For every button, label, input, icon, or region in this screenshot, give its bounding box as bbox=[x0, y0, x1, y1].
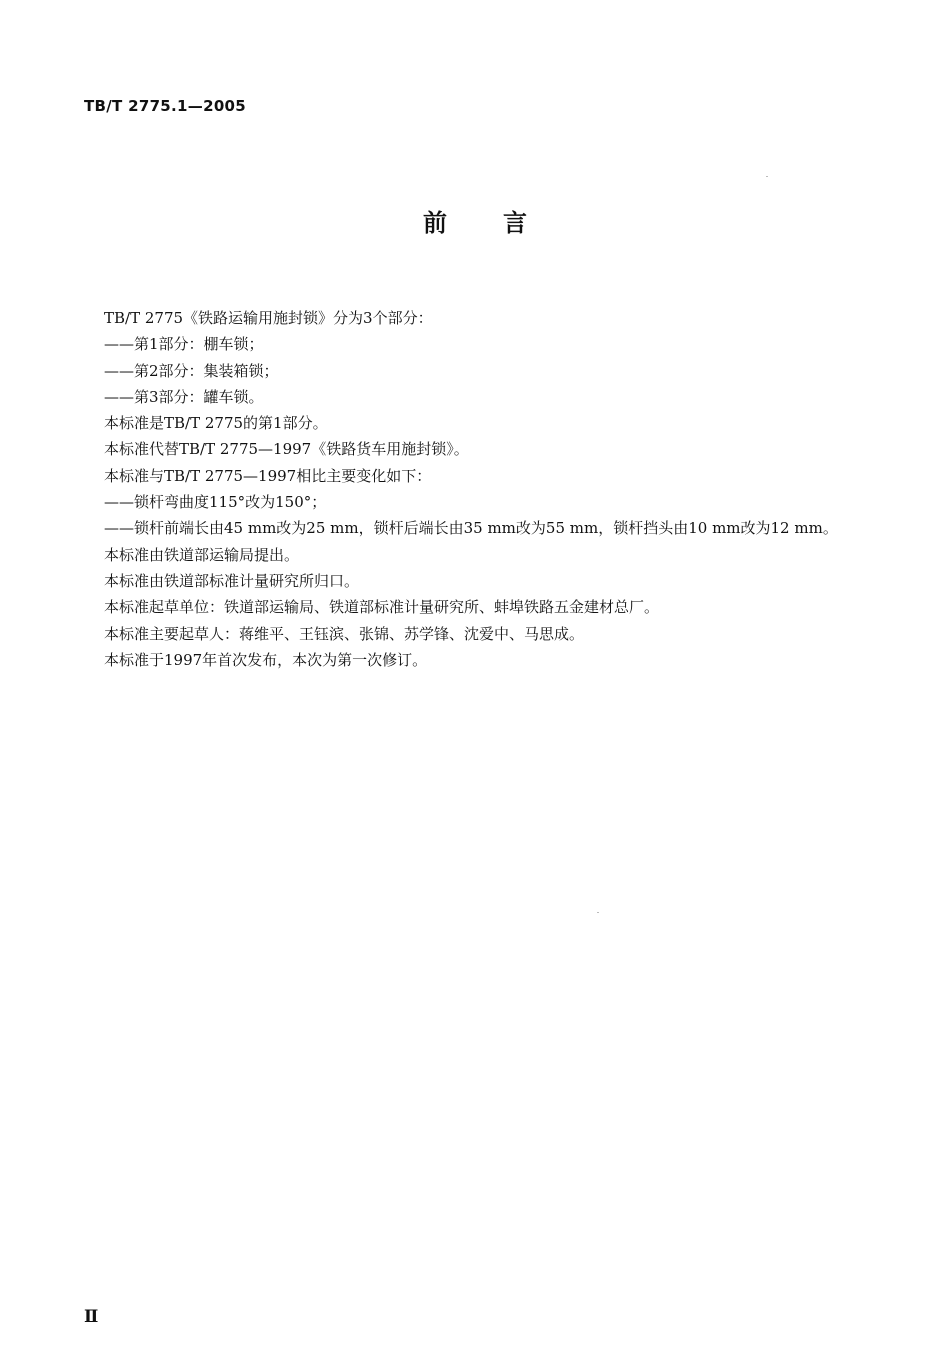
paragraph-proposed-by: 本标准由铁道部运输局提出。 bbox=[104, 545, 300, 564]
paragraph-part-1: ——第1部分：棚车锁； bbox=[104, 335, 264, 354]
paragraph-replaces: 本标准代替TB/T 2775—1997《铁路货车用施封锁》。 bbox=[104, 440, 469, 459]
paragraph-history: 本标准于1997年首次发布，本次为第一次修订。 bbox=[104, 650, 428, 669]
page-number: Ⅱ bbox=[84, 1307, 99, 1327]
paragraph-drafters: 本标准主要起草人：蒋维平、王钰滨、张锦、苏学锋、沈爱中、马思成。 bbox=[104, 624, 585, 643]
foreword-body bbox=[66, 305, 886, 673]
paragraph-this-part: 本标准是TB/T 2775的第1部分。 bbox=[104, 414, 328, 433]
title-char-2: 言 bbox=[503, 209, 527, 237]
paragraph-part-2: ——第2部分：集装箱锁； bbox=[104, 361, 279, 380]
scan-speck bbox=[766, 176, 768, 177]
scan-speck bbox=[597, 912, 599, 913]
document-number: TB/T 2775.1—2005 bbox=[84, 97, 247, 115]
paragraph-part-3: ——第3部分：罐车锁。 bbox=[104, 387, 264, 406]
paragraph-managed-by: 本标准由铁道部标准计量研究所归口。 bbox=[104, 571, 360, 590]
title-char-1: 前 bbox=[423, 209, 447, 237]
paragraph-change-1: ——锁杆弯曲度115°改为150°； bbox=[104, 493, 327, 512]
paragraph-drafting-units: 本标准起草单位：铁道部运输局、铁道部标准计量研究所、蚌埠铁路五金建材总厂。 bbox=[104, 598, 660, 617]
paragraph-change-2: ——锁杆前端长由45 mm改为25 mm，锁杆后端长由35 mm改为55 mm，锁杆挡头由10 mm改为12 mm。 bbox=[104, 519, 838, 538]
paragraph-changes-intro: 本标准与TB/T 2775—1997相比主要变化如下： bbox=[104, 466, 432, 485]
page-title bbox=[0, 203, 950, 238]
paragraph-parts-intro: TB/T 2775《铁路运输用施封锁》分为3个部分： bbox=[104, 309, 433, 327]
